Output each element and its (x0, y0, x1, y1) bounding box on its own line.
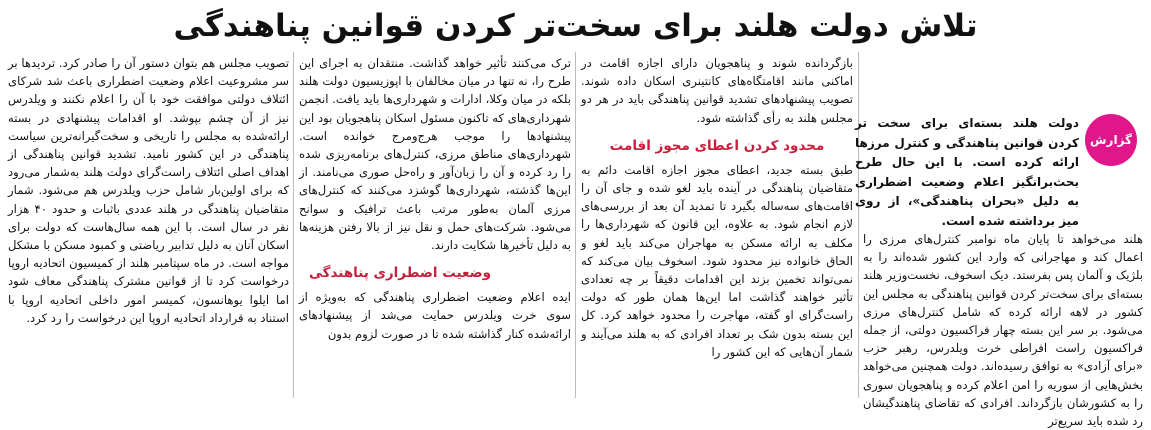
column-divider (293, 52, 294, 398)
article-headline: تلاش دولت هلند برای سخت‌تر کردن قوانین پناهندگی (173, 8, 978, 44)
paragraph: ایده اعلام وضعیت اضطراری پناهندگی که به‌ویژه از سوی خرت ویلدرس حمایت می‌شد از پیشنهادهای ارائه‌شده کنار گذاشته شده تا در صورت لزوم بدون (299, 290, 571, 341)
paragraph: طبق بسته جدید، اعطای مجوز اجازه اقامت دائم به متقاضیان پناهندگی در آینده باید لغو شده و جای آن را اقامت‌های سه‌ساله بگیرد تا تمدید آن بعد از بررسی‌های لازم انجام شود. به علاوه، این قانون که شهرداری‌ها را مکلف به ارائه مسکن به مهاجران می‌کند باید لغو و الحاق خانواده نیز محدود شود. اسخوف بیان می‌کند که نمی‌تواند تخمین بزند این اقدامات دقیقاً بر چه تعدادی تأثیر خواهند گذاشت اما این‌ها همان طور که دولت راست‌گرای او گفته، مهاجرت را محدود خواهد کرد. کل این بسته بدون شک بر تعداد افرادی که به هلند می‌آیند و شمار آن‌هایی که این کشور را (581, 162, 853, 359)
section-heading-residence-permit: محدود کردن اعطای مجوز اقامت (609, 137, 825, 154)
paragraph: ترک می‌کنند تأثیر خواهد گذاشت. منتقدان به اجرای این طرح را، نه تنها در میان مخالفان با اپوزیسیون دولت هلند بلکه در میان وکلا، ادارات و شهرداری‌ها باید یافت. انجمن شهرداری‌های که تاکنون مسئول اسکان پناهجویان بود این پیشنهادها را موجب هرج‌ومرج خوانده است. شهرداری‌های مناطق مرزی، کنترل‌های برنامه‌ریزی شده را رد کرده و آن را زبان‌آور و راه‌حل صوری می‌نامند. از این‌ها گذشته، شهرداری‌ها گوشزد می‌کنند که کنترل‌های مرزی آلمان به‌طور مرتب باعث ترافیک و سوانح می‌شود. شرکت‌های حمل و نقل نیز از بالا رفتن هزینه‌ها به دلیل تأخیرها شکایت دارند. (299, 56, 571, 253)
paragraph: بازگردانده شوند و پناهجویان دارای اجازه اقامت در اماکنی مانند اقامتگاه‌های کانتینری اسکان داده شوند. تصویب پیشنهادهای تشدید قوانین پناهندگی باید در هر دو مجلس هلند به رأی گذاشته شود. (581, 56, 853, 125)
paragraph: هلند می‌خواهد تا پایان ماه نوامبر کنترل‌های مرزی را اعمال کند و مهاجرانی که وارد این کشور شده‌اند را به بلژیک و آلمان پس بفرستد. دیک اسخوف، نخست‌وزیر هلند بسته‌ای برای سخت‌تر کردن قوانین پناهندگی به مجلس این کشور در لاهه ارائه کرده که شامل کنترل‌های مرزی می‌شود. بر سر این بسته چهار فراکسیون دولتی، از جمله فراکسیون راست افراطی خرت ویلدرس، رهبر حزب «برای آزادی» به توافق رسیده‌اند. دولت همچنین می‌خواهد بخش‌هایی از سوریه را امن اعلام کرده و پناهجویان سوری را به کشورشان بازگرداند. افرادی که تقاضای پناهندگیشان رد شده باید سریع‌تر (863, 232, 1143, 429)
column-4 (8, 54, 289, 398)
section-heading-asylum-emergency: وضعیت اضطراری پناهندگی (309, 265, 492, 282)
column-3 (299, 54, 571, 398)
paragraph: تصویب مجلس هم بتوان دستور آن را صادر کرد. تردیدها بر سر مشروعیت اعلام وضعیت اضطراری باعث شد شرکای ائتلاف دولتی موافقت خود با آن را اعلام نکنند و ویلدرس نیز از آن چشم بپوشد. او اقدامات پیشنهادی در بسته ارائه‌شده به مجلس را تاریخی و سخت‌گیرانه‌ترین سیاست پناهندگی در این کشور نامید. تشدید قوانین پناهندگی از اهداف اصلی ائتلاف راست‌گرای دولت هلند به‌شمار می‌رود که برای اولین‌بار شامل حزب ویلدرس هم می‌شود. شمار متقاضیان پناهندگی در هلند عددی باثبات و حدود ۴۰ هزار نفر در سال است. با این همه سال‌هاست که دولت برای اسکان آنان به دلیل تدابیر ریاضتی و کمبود مسکن با مشکل مواجه است. در ماه سپتامبر هلند از کمیسیون اتحادیه اروپا درخواست کرد تا از قوانین مشترک پناهندگی معاف شود اما ایلوا یوهانسون، کمیسر امور داخلی اتحادیه اروپا با استناد به قرارداد اتحادیه اروپا این درخواست را رد کرد. (8, 56, 289, 325)
column-1 (855, 54, 1143, 429)
column-1-text (863, 230, 1143, 430)
column-divider (575, 52, 576, 398)
column-2 (581, 54, 853, 398)
article-lead: دولت هلند بسته‌ای برای سخت تر کردن قوانین پناهندگی و کنترل مرزها ارائه کرده است. با این حال طرح بحث‌برانگیز اعلام وضعیت اضطراری به دلیل «بحران پناهندگی»، از روی میز برداشته شده است. (855, 116, 1079, 228)
report-badge: گزارش (1085, 114, 1137, 166)
